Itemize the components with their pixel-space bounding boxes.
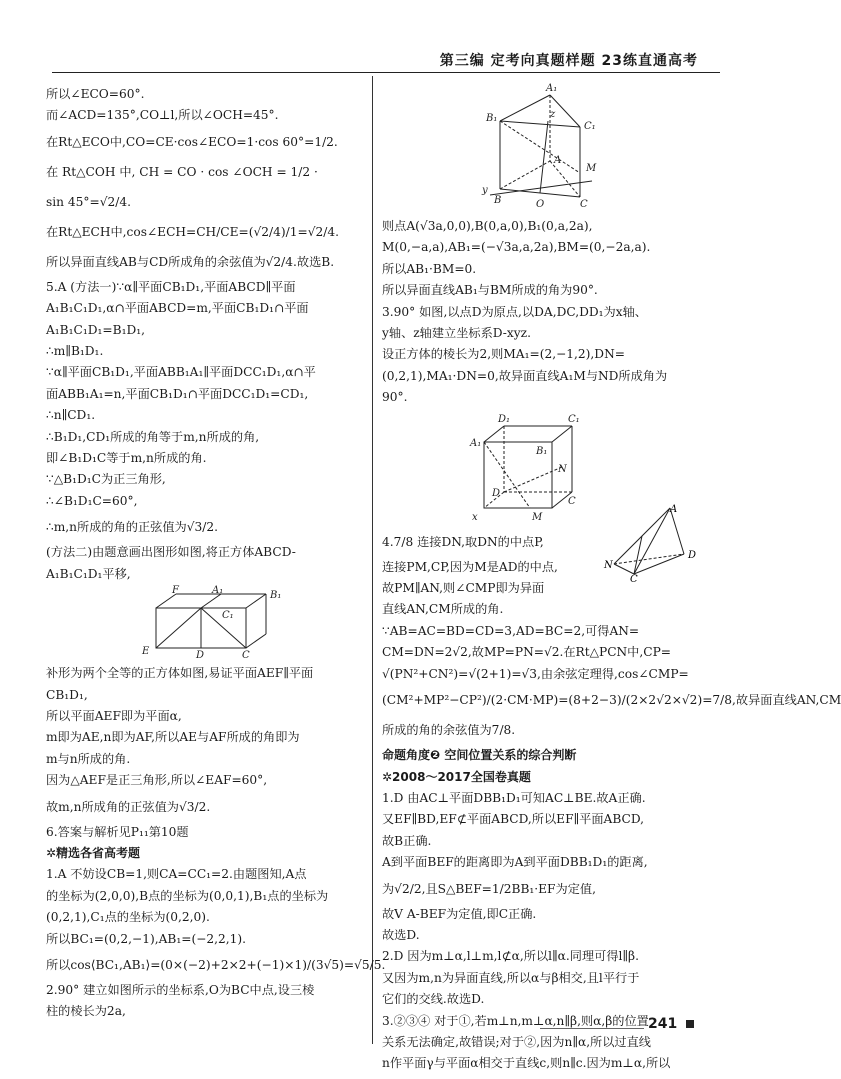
header-rule bbox=[52, 72, 720, 73]
column-divider bbox=[372, 76, 373, 1044]
text-line: ∴m∥B₁D₁. bbox=[46, 344, 104, 359]
text-line: 3.90° 如图,以点D为原点,以DA,DC,DD₁为x轴、 bbox=[382, 304, 647, 319]
svg-text:y: y bbox=[482, 185, 488, 196]
figure-prism bbox=[382, 81, 700, 213]
svg-text:C: C bbox=[568, 495, 576, 507]
svg-text:B₁: B₁ bbox=[486, 113, 498, 124]
svg-text:A₁: A₁ bbox=[546, 83, 558, 94]
text-line: ∵△B₁D₁C为正三角形, bbox=[46, 472, 166, 487]
text-line: (0,2,1),C₁点的坐标为(0,2,0). bbox=[46, 910, 210, 925]
text-line: CB₁D₁, bbox=[46, 687, 88, 702]
text-line: ∴m,n所成的角的正弦值为√3/2. bbox=[46, 520, 218, 535]
text-line: 又EF∥BD,EF⊄平面ABCD,所以EF∥平面ABCD, bbox=[382, 812, 645, 827]
text-line: (方法二)由题意画出图形如图,将正方体ABCD- bbox=[46, 545, 296, 560]
page-number: 241 bbox=[648, 1016, 678, 1032]
svg-text:D: D bbox=[492, 487, 501, 499]
svg-text:N: N bbox=[604, 560, 613, 571]
text-line: 所以平面AEF即为平面α, bbox=[46, 708, 182, 723]
header-title: 第三编 定考向真题样题 23练直通高考 bbox=[439, 53, 698, 69]
text-line: √(PN²+CN²)=√(2+1)=√3,由余弦定理得,cos∠CMP= bbox=[382, 666, 689, 681]
text-line: ∵AB=AC=BD=CD=3,AD=BC=2,可得AN= bbox=[382, 623, 640, 638]
text-line: 故V A-BEF为定值,即C正确. bbox=[382, 906, 537, 921]
text-line: 在Rt△ECH中,cos∠ECH=CH/CE=(√2/4)/1=√2/4. bbox=[46, 224, 339, 239]
text-line: 柱的棱长为2a, bbox=[46, 1004, 126, 1019]
text-line: 直线AN,CM所成的角. bbox=[382, 602, 504, 617]
text-line: 6.答案与解析见P₁₁第10题 bbox=[46, 824, 189, 839]
page-marker bbox=[686, 1020, 694, 1028]
svg-text:A: A bbox=[554, 155, 562, 166]
svg-text:C₁: C₁ bbox=[222, 610, 234, 622]
section-heading: 命题角度❷ 空间位置关系的综合判断 bbox=[382, 748, 577, 763]
figure-double-cube bbox=[46, 585, 364, 662]
text-line: ∵α∥平面CB₁D₁,平面ABB₁A₁∥平面DCC₁D₁,α∩平 bbox=[46, 365, 316, 380]
svg-text:B₁: B₁ bbox=[536, 445, 548, 457]
text-line: 4.7/8 连接DN,取DN的中点P, bbox=[382, 534, 544, 549]
text-line: sin 45°=√2/4. bbox=[46, 194, 131, 209]
text-line: 所以AB₁·BM=0. bbox=[382, 261, 477, 276]
section-heading: ✲2008～2017全国卷真题 bbox=[382, 769, 531, 784]
svg-text:D₁: D₁ bbox=[498, 413, 511, 425]
svg-text:A₁: A₁ bbox=[212, 585, 224, 597]
text-line: 在Rt△ECO中,CO=CE·cos∠ECO=1·cos 60°=1/2. bbox=[46, 134, 338, 149]
text-line: 连接PM,CP,因为M是AD的中点, bbox=[382, 559, 558, 574]
svg-text:D: D bbox=[196, 650, 205, 662]
text-line: (0,2,1),MA₁·DN=0,故异面直线A₁M与ND所成角为 bbox=[382, 368, 668, 383]
svg-text:C₁: C₁ bbox=[584, 121, 596, 132]
text-line: 3.②③④ 对于①,若m⊥n,m⊥α,n∥β,则α,β的位置 bbox=[382, 1013, 649, 1028]
left-column bbox=[46, 84, 386, 1023]
text-line: m与n所成的角. bbox=[46, 751, 131, 766]
text-line: A₁B₁C₁D₁=B₁D₁, bbox=[46, 322, 145, 337]
svg-text:F: F bbox=[172, 585, 179, 597]
text-line: 2.D 因为m⊥α,l⊥m,l⊄α,所以l∥α.同理可得l∥β. bbox=[382, 949, 639, 964]
svg-text:B: B bbox=[494, 195, 502, 206]
text-line: 在 Rt△COH 中, CH = CO · cos ∠OCH = 1/2 · bbox=[46, 164, 318, 179]
svg-text:M: M bbox=[532, 511, 543, 523]
text-line: 所以cos⟨BC₁,AB₁⟩=(0×(−2)+2×2+(−1)×1)/(3√5)=√5/5. bbox=[46, 957, 386, 972]
text-line: 而∠ACD=135°,CO⊥l,所以∠OCH=45°. bbox=[46, 108, 279, 123]
text-line: 又因为m,n为异面直线,所以α与β相交,且l平行于 bbox=[382, 970, 640, 985]
text-line: 因为△AEF是正三角形,所以∠EAF=60°, bbox=[46, 773, 268, 788]
text-line: 它们的交线.故选D. bbox=[382, 992, 485, 1007]
text-line: y轴、z轴建立坐标系D-xyz. bbox=[382, 326, 531, 341]
text-line: 所以BC₁=(0,2,−1),AB₁=(−2,2,1). bbox=[46, 931, 247, 946]
text-line: 1.D 由AC⊥平面DBB₁D₁可知AC⊥BE.故A正确. bbox=[382, 790, 646, 805]
text-line: 关系无法确定,故错误;对于②,因为n∥α,所以过直线 bbox=[382, 1034, 651, 1049]
svg-text:C: C bbox=[242, 650, 250, 662]
text-line: 补形为两个全等的正方体如图,易证平面AEF∥平面 bbox=[46, 666, 314, 681]
text-line: CM=DN=2√2,故MP=PN=√2.在Rt△PCN中,CP= bbox=[382, 645, 671, 660]
text-line: 故B正确. bbox=[382, 833, 432, 848]
text-line: 故m,n所成角的正弦值为√3/2. bbox=[46, 799, 211, 814]
svg-text:A₁: A₁ bbox=[470, 437, 482, 449]
text-line: 故PM∥AN,则∠CMP即为异面 bbox=[382, 581, 545, 596]
text-line: n作平面γ与平面α相交于直线c,则n∥c.因为m⊥α,所以 bbox=[382, 1056, 671, 1071]
svg-text:C₁: C₁ bbox=[568, 413, 580, 425]
text-line: 则点A(√3a,0,0),B(0,a,0),B₁(0,a,2a), bbox=[382, 219, 593, 233]
svg-text:A: A bbox=[670, 504, 678, 515]
svg-text:E: E bbox=[142, 646, 150, 658]
svg-text:O: O bbox=[536, 199, 545, 210]
text-line: ∴B₁D₁,CD₁所成的角等于m,n所成的角, bbox=[46, 429, 260, 444]
text-line: 90°. bbox=[382, 390, 408, 405]
svg-text:D: D bbox=[688, 550, 697, 561]
footer-rule bbox=[540, 1028, 644, 1029]
text-line: 的坐标为(2,0,0),B点的坐标为(0,0,1),B₁点的坐标为 bbox=[46, 888, 329, 903]
text-line: A₁B₁C₁D₁,α∩平面ABCD=m,平面CB₁D₁∩平面 bbox=[46, 301, 309, 316]
text-line: 面ABB₁A₁=n,平面CB₁D₁∩平面DCC₁D₁=CD₁, bbox=[46, 386, 309, 401]
text-line: 所以∠ECO=60°. bbox=[46, 87, 145, 101]
section-heading: ✲精选各省高考题 bbox=[46, 845, 141, 860]
svg-text:M: M bbox=[586, 163, 597, 174]
text-line: m即为AE,n即为AF,所以AE与AF所成的角即为 bbox=[46, 730, 300, 745]
svg-text:B₁: B₁ bbox=[270, 590, 282, 602]
text-line: 为√2/2,且S△BEF=1/2BB₁·EF为定值, bbox=[382, 881, 596, 896]
text-line: 5.A (方法一)∵α∥平面CB₁D₁,平面ABCD∥平面 bbox=[46, 279, 296, 294]
text-line: (CM²+MP²−CP²)/(2·CM·MP)=(8+2−3)/(2×2√2×√2)=7/8,故异面直线AN,CM bbox=[382, 693, 841, 708]
text-line: M(0,−a,a),AB₁=(−√3a,a,2a),BM=(0,−2a,a). bbox=[382, 240, 651, 255]
text-line: ∴∠B₁D₁C=60°, bbox=[46, 493, 138, 508]
text-line: 设正方体的棱长为2,则MA₁=(2,−1,2),DN= bbox=[382, 347, 625, 362]
text-line: 故选D. bbox=[382, 927, 420, 942]
svg-text:C: C bbox=[630, 574, 638, 585]
text-line: 所以异面直线AB₁与BM所成的角为90°. bbox=[382, 283, 598, 298]
text-line: 所以异面直线AB与CD所成角的余弦值为√2/4.故选B. bbox=[46, 254, 335, 269]
text-line: A到平面BEF的距离即为A到平面DBB₁D₁的距离, bbox=[382, 855, 648, 870]
figure-tetrahedron bbox=[604, 502, 700, 585]
svg-text:z: z bbox=[550, 109, 556, 120]
text-line: A₁B₁C₁D₁平移, bbox=[46, 566, 131, 581]
text-line: 即∠B₁D₁C等于m,n所成的角. bbox=[46, 451, 207, 466]
svg-text:x: x bbox=[472, 511, 478, 523]
text-line: 1.A 不妨设CB=1,则CA=CC₁=2.由题图知,A点 bbox=[46, 867, 307, 882]
svg-text:C: C bbox=[580, 199, 588, 210]
svg-text:N: N bbox=[558, 463, 567, 475]
text-line: 2.90° 建立如图所示的坐标系,O为BC中点,设三棱 bbox=[46, 982, 315, 997]
text-line: ∴n∥CD₁. bbox=[46, 408, 96, 423]
page-header bbox=[0, 0, 750, 70]
text-line: 所成的角的余弦值为7/8. bbox=[382, 723, 516, 738]
